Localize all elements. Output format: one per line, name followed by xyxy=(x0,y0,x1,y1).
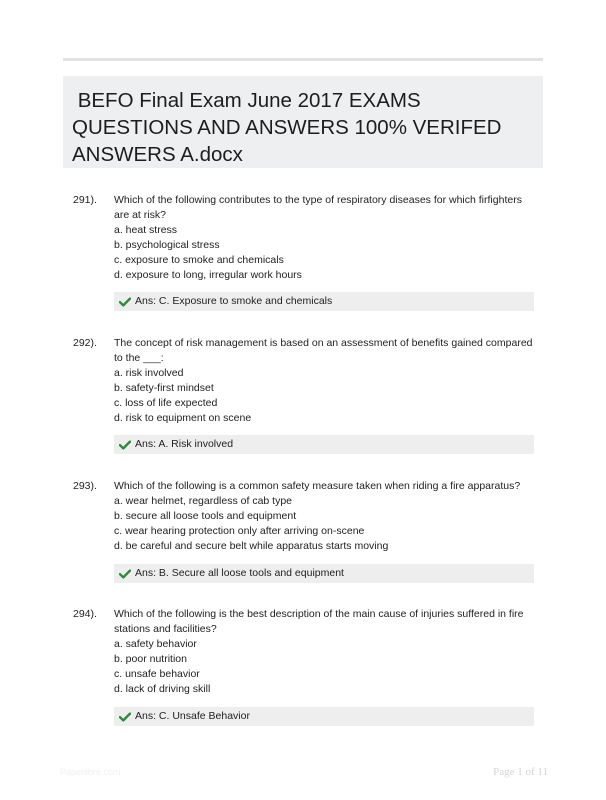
question-body xyxy=(114,336,539,426)
answer-box xyxy=(114,292,534,311)
option-b: b. psychological stress xyxy=(114,239,220,251)
question-text: Which of the following is a common safety measure taken when riding a fire apparatus? xyxy=(114,480,521,492)
option-b: b. secure all loose tools and equipment xyxy=(114,510,297,522)
question-text: The concept of risk management is based on an assessment of benefits gained compared to the ___: xyxy=(114,337,533,364)
option-c: c. exposure to smoke and chemicals xyxy=(114,254,284,266)
page-indicator: Page 1 of 11 xyxy=(493,766,548,778)
answer-text: Ans: A. Risk involved xyxy=(135,438,234,450)
question-text: Which of the following is the best description of the main cause of injuries suffered in fire stations and facilities? xyxy=(114,608,524,635)
question-text: Which of the following contributes to the type of respiratory diseases for which firfighters are at risk? xyxy=(114,194,522,221)
answer-text: Ans: C. Exposure to smoke and chemicals xyxy=(135,295,333,307)
option-b: b. poor nutrition xyxy=(114,653,187,665)
option-a: a. heat stress xyxy=(114,224,178,236)
option-b: b. safety-first mindset xyxy=(114,382,214,394)
check-icon xyxy=(119,569,131,579)
answer-box xyxy=(114,707,534,726)
option-d: d. exposure to long, irregular work hours xyxy=(114,269,302,281)
option-c: c. unsafe behavior xyxy=(114,668,200,680)
option-d: d. be careful and secure belt while apparatus starts moving xyxy=(114,540,389,552)
question-number: 291). xyxy=(73,194,97,206)
answer-text: Ans: B. Secure all loose tools and equipment xyxy=(135,567,344,579)
option-a: a. wear helmet, regardless of cab type xyxy=(114,495,293,507)
question-body xyxy=(114,479,539,554)
check-icon xyxy=(119,440,131,450)
option-c: c. loss of life expected xyxy=(114,397,218,409)
answer-text: Ans: C. Unsafe Behavior xyxy=(135,710,250,722)
option-c: c. wear hearing protection only after arriving on-scene xyxy=(114,525,365,537)
document-title: BEFO Final Exam June 2017 EXAMS QUESTIONS AND ANSWERS 100% VERIFED ANSWERS A.docx xyxy=(72,89,507,166)
option-a: a. safety behavior xyxy=(114,638,197,650)
option-a: a. risk involved xyxy=(114,367,184,379)
option-d: d. lack of driving skill xyxy=(114,683,211,695)
check-icon xyxy=(119,712,131,722)
question-body xyxy=(114,607,539,697)
question-number: 293). xyxy=(73,480,97,492)
title-banner xyxy=(63,76,543,168)
option-d: d. risk to equipment on scene xyxy=(114,412,252,424)
answer-box xyxy=(114,564,534,583)
question-number: 294). xyxy=(73,608,97,620)
answer-box xyxy=(114,435,534,454)
check-icon xyxy=(119,297,131,307)
watermark-text: Paperlibre.com xyxy=(60,767,121,777)
question-body xyxy=(114,193,539,283)
top-divider xyxy=(63,58,543,61)
question-number: 292). xyxy=(73,337,97,349)
